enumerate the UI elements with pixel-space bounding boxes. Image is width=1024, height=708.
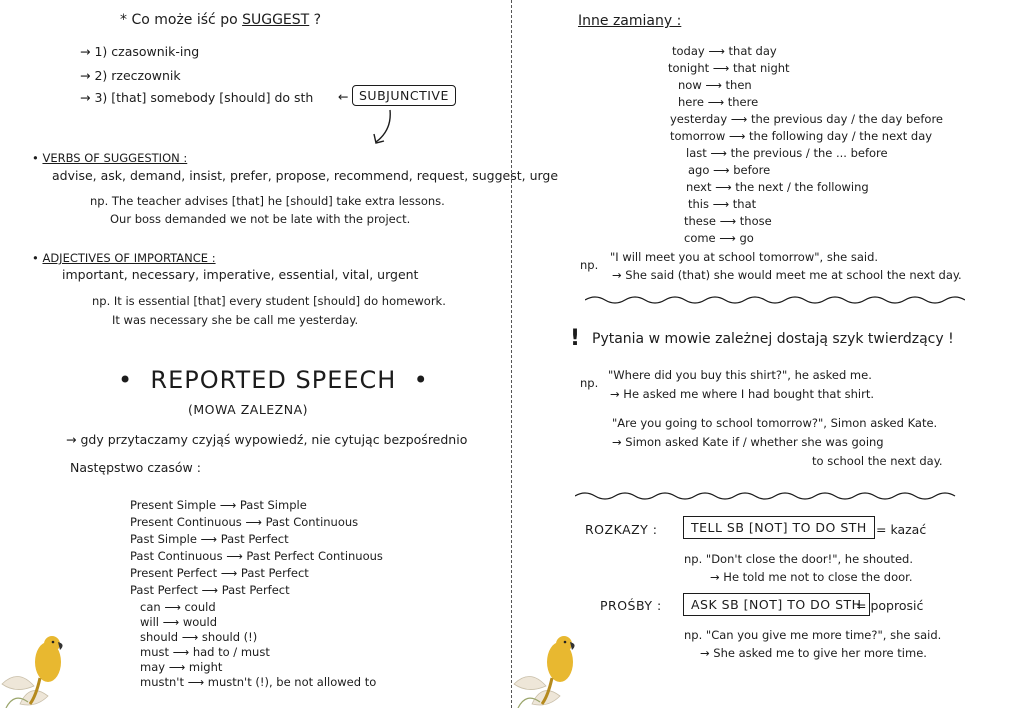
requests-equivalent: = poprosić: [856, 598, 924, 613]
requests-example-2: → She asked me to give her more time.: [700, 646, 927, 660]
table-row: now ⟶ then: [678, 78, 752, 92]
list-item: → 2) rzeczownik: [80, 68, 181, 83]
adjectives-list: important, necessary, imperative, essential, vital, urgent: [62, 267, 419, 282]
question-2-reported: → Simon asked Kate if / whether she was going: [612, 435, 884, 449]
table-row: tonight ⟶ that night: [668, 61, 790, 75]
suggest-word: SUGGEST: [242, 12, 310, 28]
question-2-quote: "Are you going to school tomorrow?", Simon asked Kate.: [612, 416, 938, 430]
requests-label: PROŚBY :: [600, 598, 662, 613]
orders-label: ROZKAZY :: [585, 522, 658, 537]
parrot-flower-illustration: [0, 624, 80, 708]
verbs-example-1: np. The teacher advises [that] he [should] take extra lessons.: [90, 194, 445, 208]
other-changes-heading: Inne zamiany :: [578, 13, 682, 29]
list-item: → 3) [that] somebody [should] do sth: [80, 90, 314, 105]
table-row: Past Perfect ⟶ Past Perfect: [130, 583, 290, 597]
table-row: Present Perfect ⟶ Past Perfect: [130, 566, 309, 580]
reported-speech-definition: → gdy przytaczamy czyjąś wypowiedź, nie cytując bezpośrednio: [66, 432, 468, 447]
table-row: must ⟶ had to / must: [140, 645, 270, 659]
wavy-divider: [575, 490, 965, 502]
exclamation-icon: !: [570, 326, 581, 351]
table-row: these ⟶ those: [684, 214, 772, 228]
table-row: today ⟶ that day: [672, 44, 777, 58]
orders-rule-box: TELL SB [NOT] TO DO STH: [683, 516, 875, 539]
example-quote: "I will meet you at school tomorrow", she said.: [610, 250, 879, 264]
subjunctive-box: SUBJUNCTIVE: [352, 85, 456, 106]
questions-heading: Pytania w mowie zależnej dostają szyk twierdzący !: [592, 331, 954, 347]
table-row: should ⟶ should (!): [140, 630, 258, 644]
table-row: will ⟶ would: [140, 615, 218, 629]
table-row: here ⟶ there: [678, 95, 759, 109]
question-1-reported: → He asked me where I had bought that shirt.: [610, 387, 874, 401]
wavy-divider: [585, 294, 965, 306]
example-reported: → She said (that) she would meet me at school the next day.: [612, 268, 962, 282]
example-label: np.: [580, 258, 599, 272]
table-row: yesterday ⟶ the previous day / the day before: [670, 112, 943, 126]
table-row: next ⟶ the next / the following: [686, 180, 869, 194]
table-row: Past Simple ⟶ Past Perfect: [130, 532, 289, 546]
page-divider: [511, 0, 512, 708]
list-item: → 1) czasownik-ing: [80, 44, 200, 59]
question-1-quote: "Where did you buy this shirt?", he asked me.: [608, 368, 872, 382]
requests-rule-box: ASK SB [NOT] TO DO STH: [683, 593, 870, 616]
example-label: np.: [580, 376, 599, 390]
adjectives-example-1: np. It is essential [that] every student [should] do homework.: [92, 294, 446, 308]
table-row: come ⟶ go: [684, 231, 754, 245]
adjectives-heading: • ADJECTIVES OF IMPORTANCE :: [32, 251, 216, 265]
table-row: may ⟶ might: [140, 660, 223, 674]
reported-speech-subtitle: (MOWA ZALEZNA): [188, 402, 309, 417]
verbs-example-2: Our boss demanded we not be late with the project.: [110, 212, 411, 226]
curved-arrow-icon: [370, 108, 396, 148]
orders-example-2: → He told me not to close the door.: [710, 570, 913, 584]
adjectives-example-2: It was necessary she be call me yesterday.: [112, 313, 359, 327]
table-row: mustn't ⟶ mustn't (!), be not allowed to: [140, 675, 377, 689]
orders-equivalent: = kazać: [876, 522, 927, 537]
suggest-heading: [120, 12, 321, 28]
requests-example-1: np. "Can you give me more time?", she said.: [684, 628, 942, 642]
table-row: ago ⟶ before: [688, 163, 771, 177]
table-row: can ⟶ could: [140, 600, 216, 614]
table-row: Present Simple ⟶ Past Simple: [130, 498, 307, 512]
question-2-reported-cont: to school the next day.: [812, 454, 943, 468]
table-row: Past Continuous ⟶ Past Perfect Continuous: [130, 549, 383, 563]
table-row: tomorrow ⟶ the following day / the next day: [670, 129, 933, 143]
parrot-flower-illustration: [512, 624, 592, 708]
sequence-heading: Następstwo czasów :: [70, 460, 201, 475]
verbs-heading: • VERBS OF SUGGESTION :: [32, 151, 188, 165]
suggest-title: * Co może iść po: [120, 12, 238, 28]
orders-example-1: np. "Don't close the door!", he shouted.: [684, 552, 913, 566]
verbs-list: advise, ask, demand, insist, prefer, propose, recommend, request, suggest, urge: [52, 168, 559, 183]
arrow-left-icon: ←: [338, 89, 349, 104]
suggest-question-mark: ?: [313, 12, 322, 28]
table-row: last ⟶ the previous / the ... before: [686, 146, 888, 160]
reported-speech-title: • REPORTED SPEECH •: [118, 366, 429, 394]
table-row: Present Continuous ⟶ Past Continuous: [130, 515, 359, 529]
table-row: this ⟶ that: [688, 197, 757, 211]
